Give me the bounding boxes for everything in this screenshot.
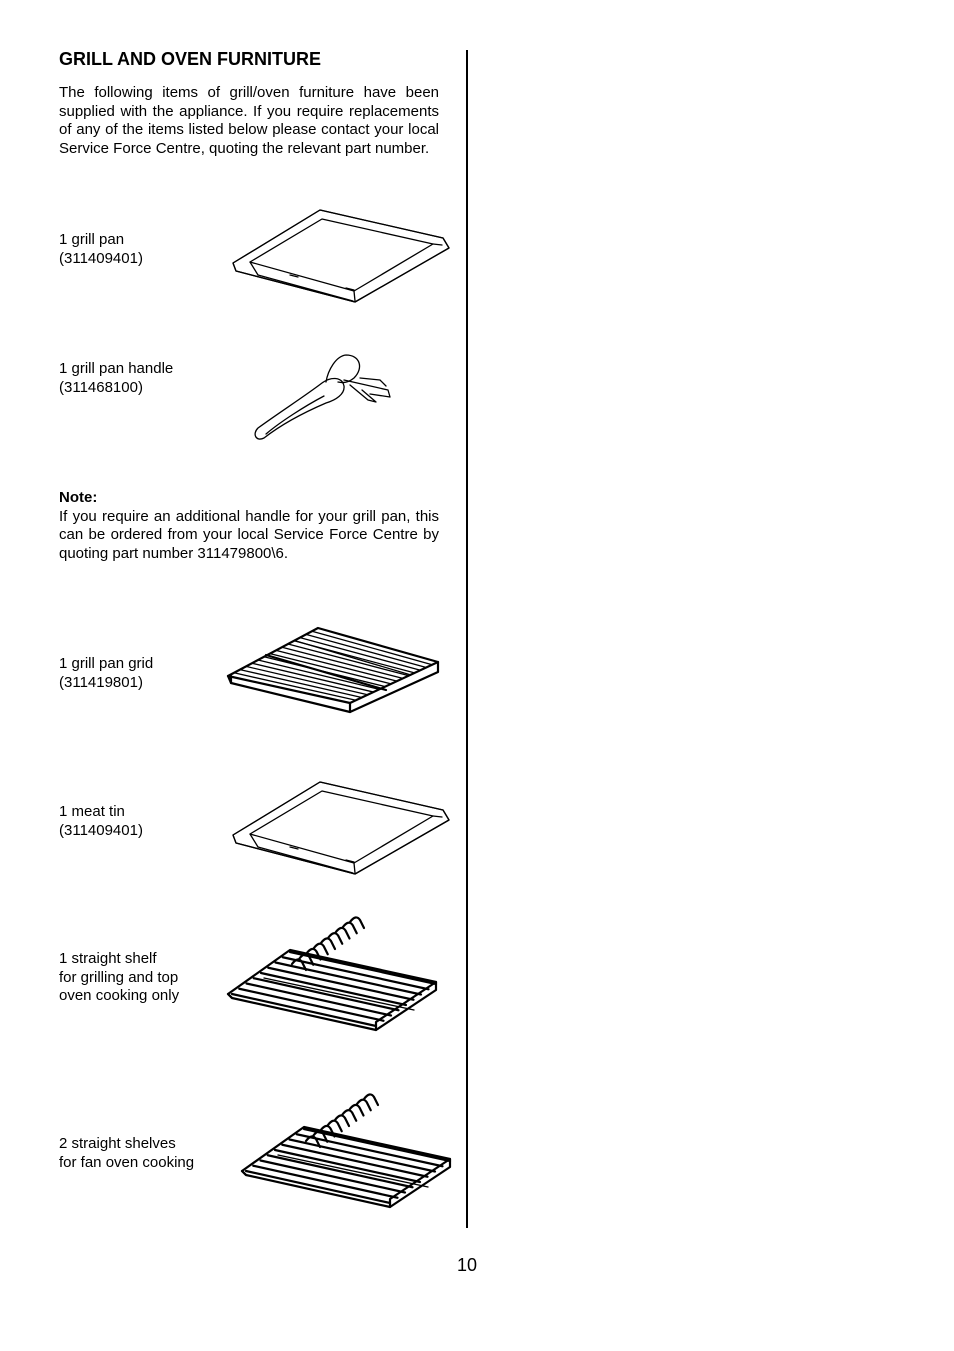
item-part-number: (311468100) (59, 378, 143, 396)
page-title: GRILL AND OVEN FURNITURE (59, 49, 322, 69)
straight-shelves-icon (238, 1115, 458, 1213)
item-meat-tin-label (59, 803, 143, 840)
item-part-number: (311409401) (59, 249, 143, 267)
item-name: 1 meat tin (59, 803, 125, 820)
item-grill-pan-handle-label (59, 360, 173, 397)
straight-shelf-icon (224, 938, 444, 1036)
item-name: 1 grill pan handle (59, 360, 174, 377)
grill-pan-grid-icon (226, 625, 442, 717)
item-name: 1 grill pan (59, 231, 125, 248)
item-part-number: (311419801) (59, 673, 143, 691)
item-straight-shelf-label (59, 950, 179, 1006)
item-description-line: for grilling and top (59, 968, 179, 986)
page-number: 10 (457, 1255, 478, 1275)
item-description-line: oven cooking only (59, 987, 180, 1005)
note-section (59, 489, 439, 563)
grill-pan-icon (230, 205, 452, 307)
item-name: 2 straight shelves (59, 1135, 176, 1152)
item-grill-pan-grid-label (59, 655, 153, 692)
column-divider (466, 50, 468, 1228)
note-title: Note: (59, 489, 98, 506)
note-body: If you require an additional handle for your grill pan, this can be ordered from your local Service Force Centre by quoting part number 311479800\6. (59, 507, 439, 562)
item-name: 1 straight shelf (59, 950, 157, 967)
item-straight-shelves-label (59, 1135, 194, 1172)
item-part-number: (311409401) (59, 821, 143, 839)
intro-paragraph: The following items of grill/oven furniture have been supplied with the appliance. If you require replacements of any of the items listed below please contact your local Service Force Centre, quoting the relevant part number. (59, 84, 439, 157)
item-name: 1 grill pan grid (59, 655, 154, 672)
item-grill-pan-label (59, 231, 143, 268)
meat-tin-icon (230, 777, 452, 879)
grill-pan-handle-icon (250, 350, 392, 445)
item-description-line: for fan oven cooking (59, 1153, 195, 1171)
